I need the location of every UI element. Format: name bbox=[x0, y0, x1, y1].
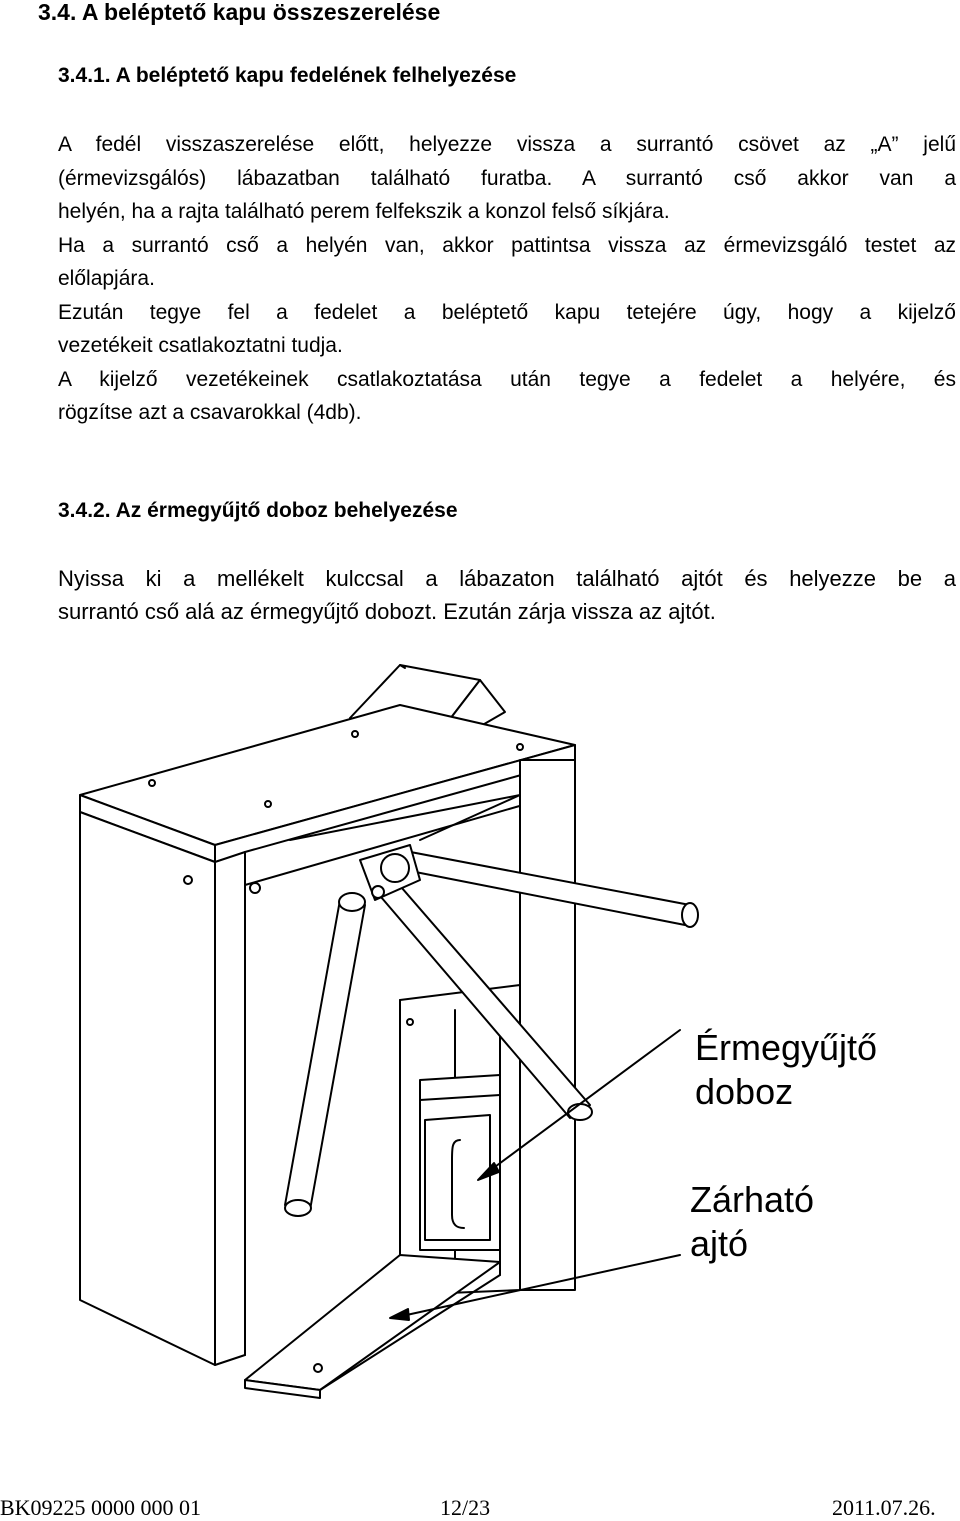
body-line: rögzítse azt a csavarokkal (4db). bbox=[58, 401, 362, 424]
label-coin-box-line1: Érmegyűjtő bbox=[695, 1027, 878, 1068]
footer-page-number: 12/23 bbox=[440, 1495, 491, 1520]
body-line: Nyissa ki a mellékelt kulccsal a lábazaton található ajtót és helyezze be a bbox=[58, 566, 956, 591]
body-line: A fedél visszaszerelése előtt, helyezze vissza a surrantó csövet az „A” jelű bbox=[58, 133, 956, 156]
coin-box bbox=[420, 1075, 500, 1250]
body-line: előlapjára. bbox=[58, 267, 155, 290]
door bbox=[245, 1255, 500, 1398]
body-line: A kijelző vezetékeinek csatlakoztatása után tegye a fedelet a helyére, és bbox=[58, 367, 956, 391]
label-coin-box-line2: doboz bbox=[695, 1071, 794, 1112]
body-line: Ha a surrantó cső a helyén van, akkor pattintsa vissza az érmevizsgáló testet az bbox=[58, 233, 956, 257]
section-body-coinbox bbox=[58, 562, 956, 628]
body-line: helyén, ha a rajta található perem felfekszik a konzol felső síkjára. bbox=[58, 200, 670, 223]
footer-date: 2011.07.26. bbox=[832, 1495, 936, 1520]
body-line: Ezután tegye fel a fedelet a beléptető kapu tetejére úgy, hogy a kijelző bbox=[58, 300, 956, 324]
turnstile-drawing bbox=[0, 650, 960, 1410]
label-door-line2: ajtó bbox=[690, 1223, 749, 1264]
label-door-line1: Zárható bbox=[690, 1179, 815, 1220]
body-line: (érmevizsgálós) lábazatban található furatba. A surrantó cső akkor van a bbox=[58, 166, 956, 190]
section-body-cover bbox=[58, 128, 956, 430]
footer-doc-id: BK09225 0000 000 01 bbox=[0, 1495, 202, 1520]
label-lockable-door bbox=[690, 1178, 814, 1266]
body-line: surrantó cső alá az érmegyűjtő dobozt. Ezután zárja vissza az ajtót. bbox=[58, 599, 716, 624]
section-title-cover: 3.4.1. A beléptető kapu fedelének felhelyezése bbox=[58, 64, 517, 87]
label-coin-box bbox=[695, 1026, 877, 1114]
page-heading: 3.4. A beléptető kapu összeszerelése bbox=[38, 0, 441, 25]
section-title-coinbox: 3.4.2. Az érmegyűjtő doboz behelyezése bbox=[58, 499, 458, 522]
left-pedestal bbox=[80, 812, 260, 1365]
body-line: vezetékeit csatlakoztatni tudja. bbox=[58, 334, 343, 357]
